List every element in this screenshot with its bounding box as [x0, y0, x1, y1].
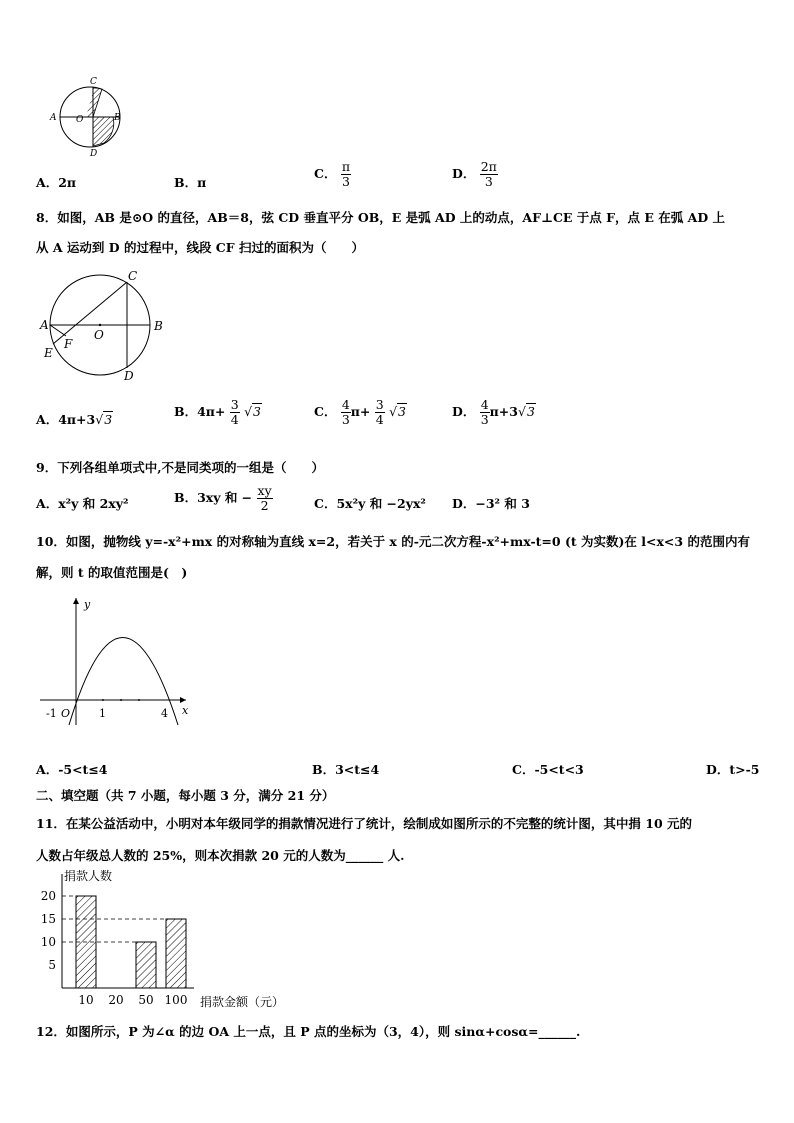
- q7-label-b: B: [114, 113, 121, 123]
- q11-stem-line1: 11．在某公益活动中，小明对本年级同学的捐款情况进行了统计，绘制成如图所示的不完整的统计图，其中捐 10 元的: [36, 816, 692, 831]
- chart-bar-50: [136, 942, 156, 988]
- q7-option-d: D． $\frac{2\pi}{3}$: [452, 159, 497, 189]
- q10-tick-1: 1: [99, 707, 106, 720]
- q12-stem: 12．如图所示，P 为∠α 的边 OA 上一点，且 P 点的坐标为（3，4），则 sinα+cosα=______.: [36, 1024, 581, 1039]
- q11-stem-line2: 人数占年级总人数的 25%，则本次捐款 20 元的人数为______ 人.: [36, 848, 405, 863]
- q7-circle-figure: [36, 72, 132, 162]
- chart-y-tick-label: 20: [40, 889, 56, 903]
- q8-option-d: D． $\frac{4}{3}$ π+3√3: [452, 397, 535, 427]
- section-heading: 二、填空题（共 7 小题，每小题 3 分，满分 21 分）: [36, 788, 335, 803]
- q7-label-o: O: [76, 115, 84, 125]
- q7-option-a: A．2π: [36, 175, 77, 190]
- q8-option-a: A．4π+3√3: [36, 412, 113, 427]
- q10-option-d: D．t>-5: [706, 762, 760, 777]
- chart-x-tick-label: 10: [78, 993, 94, 1007]
- q8-label-d: D: [124, 369, 134, 383]
- q10-y-label: y: [84, 598, 91, 611]
- q8-option-b: B．4π+ $\frac{3}{4}$ √3: [174, 397, 261, 427]
- q8-label-e: E: [44, 346, 53, 360]
- chart-bar-10: [76, 896, 96, 988]
- q8-circle-figure: [36, 268, 176, 384]
- q10-stem-line1: 10．如图，抛物线 y=-x²+mx 的对称轴为直线 x=2，若关于 x 的-元二次方程-x²+mx-t=0 (t 为实数)在 l<x<3 的范围内有: [36, 534, 750, 549]
- q7-label-c: C: [90, 77, 97, 87]
- q10-x-label: x: [182, 704, 189, 717]
- q8-label-c: C: [128, 269, 138, 283]
- q8-label-a: A: [40, 318, 49, 332]
- q10-tick-4: 4: [161, 707, 168, 720]
- q7-option-c: C． $\frac{\pi}{3}$: [314, 159, 351, 189]
- chart-x-tick-label: 20: [108, 993, 124, 1007]
- q8-label-f: F: [64, 337, 73, 351]
- q10-option-c: C．-5<t<3: [512, 762, 584, 777]
- q7-option-b: B．π: [174, 175, 207, 190]
- q9-option-b: B．3xy 和 − $\frac{xy}{2}$: [174, 483, 272, 513]
- q9-option-d: D．−3² 和 3: [452, 496, 530, 511]
- q10-stem-line2: 解，则 t 的取值范围是( ): [36, 565, 188, 580]
- q9-option-c: C．5x²y 和 −2yx²: [314, 496, 426, 511]
- q8-stem-line1: 8．如图，AB 是⊙O 的直径，AB＝8，弦 CD 垂直平分 OB，E 是弧 AD 上的动点，AF⊥CE 于点 F，点 E 在弧 AD 上: [36, 210, 726, 225]
- q7-label-d: D: [90, 149, 98, 159]
- q10-option-a: A．-5<t≤4: [36, 762, 108, 777]
- chart-x-tick-label: 50: [138, 993, 154, 1007]
- q8-option-c: C． $\frac{4}{3}$ π+ $\frac{3}{4}$ √3: [314, 397, 406, 427]
- chart-x-tick-label: 100: [164, 993, 188, 1007]
- chart-y-tick-label: 15: [40, 912, 56, 926]
- chart-bar-100: [166, 919, 186, 988]
- q8-label-o: O: [94, 328, 104, 342]
- q7-label-a: A: [50, 113, 57, 123]
- chart-y-tick-label: 10: [40, 935, 56, 949]
- chart-y-tick-label: 5: [48, 958, 56, 972]
- q10-origin-label: O: [61, 707, 71, 720]
- q8-label-b: B: [154, 319, 163, 333]
- chart-x-axis-label: 捐款金额（元）: [200, 995, 285, 1009]
- chart-y-axis-label: 捐款人数: [64, 869, 113, 883]
- q10-option-b: B．3<t≤4: [312, 762, 380, 777]
- q10-tick-neg1: -1: [46, 707, 57, 720]
- q11-donation-bar-chart: [30, 866, 300, 1016]
- q10-parabola-graph: [36, 590, 196, 730]
- q8-stem-line2: 从 A 运动到 D 的过程中，线段 CF 扫过的面积为（ ）: [36, 240, 364, 255]
- q9-stem: 9．下列各组单项式中,不是同类项的一组是（ ）: [36, 460, 325, 475]
- q9-option-a: A．x²y 和 2xy²: [36, 496, 129, 511]
